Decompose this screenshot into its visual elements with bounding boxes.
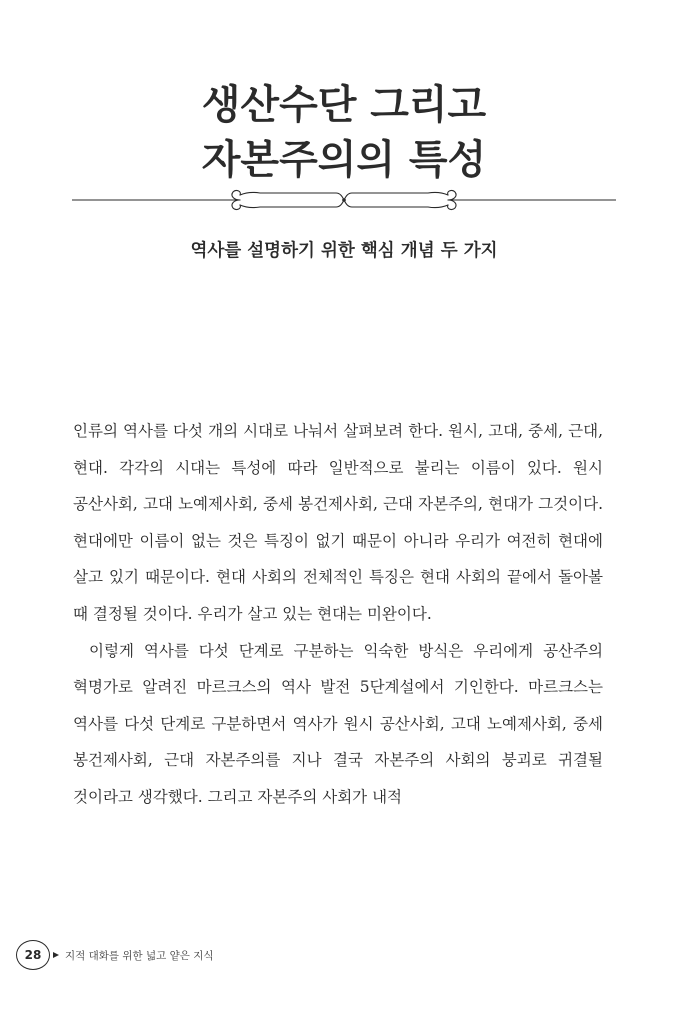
chapter-title: [0, 78, 688, 188]
chapter-title-line-2: 자본주의의 특성: [201, 137, 487, 183]
page-footer: [16, 938, 214, 972]
decorative-divider-ornament: [72, 180, 616, 220]
running-book-title: 지적 대화를 위한 넓고 얕은 지식: [65, 949, 214, 962]
footer-arrow-icon: [52, 951, 60, 959]
body-text: [73, 413, 603, 816]
chapter-title-line-1: 생산수단 그리고: [201, 82, 487, 128]
paragraph: 이렇게 역사를 다섯 단계로 구분하는 익숙한 방식은 우리에게 공산주의 혁명가로 알려진 마르크스의 역사 발전 5단계설에서 기인한다. 마르크스는 역사를 다섯 단계로 구분하면서 역사가 원시 공산사회, 고대 노예제사회, 중세 봉건제사회, 근대 자본주의를 지나 결국 자본주의 사회의 붕괴로 귀결될 것이라고 생각했다. 그리고 자본주의 사회가 내적: [73, 641, 603, 806]
chapter-subtitle: 역사를 설명하기 위한 핵심 개념 두 가지: [190, 241, 498, 261]
page-number: 28: [16, 940, 50, 970]
paragraph: 인류의 역사를 다섯 개의 시대로 나눠서 살펴보려 한다. 원시, 고대, 중세, 근대, 현대. 각각의 시대는 특성에 따라 일반적으로 불리는 이름이 있다. 원시 공산사회, 고대 노예제사회, 중세 봉건제사회, 근대 자본주의, 현대가 그것이다. 현대에만 이름이 없는 것은 특징이 없기 때문이 아니라 우리가 여전히 현대에 살고 있기 때문이다. 현대 사회의 전체적인 특징은 현대 사회의 끝에서 돌아볼 때 결정될 것이다. 우리가 살고 있는 현대는 미완이다.: [73, 422, 603, 623]
